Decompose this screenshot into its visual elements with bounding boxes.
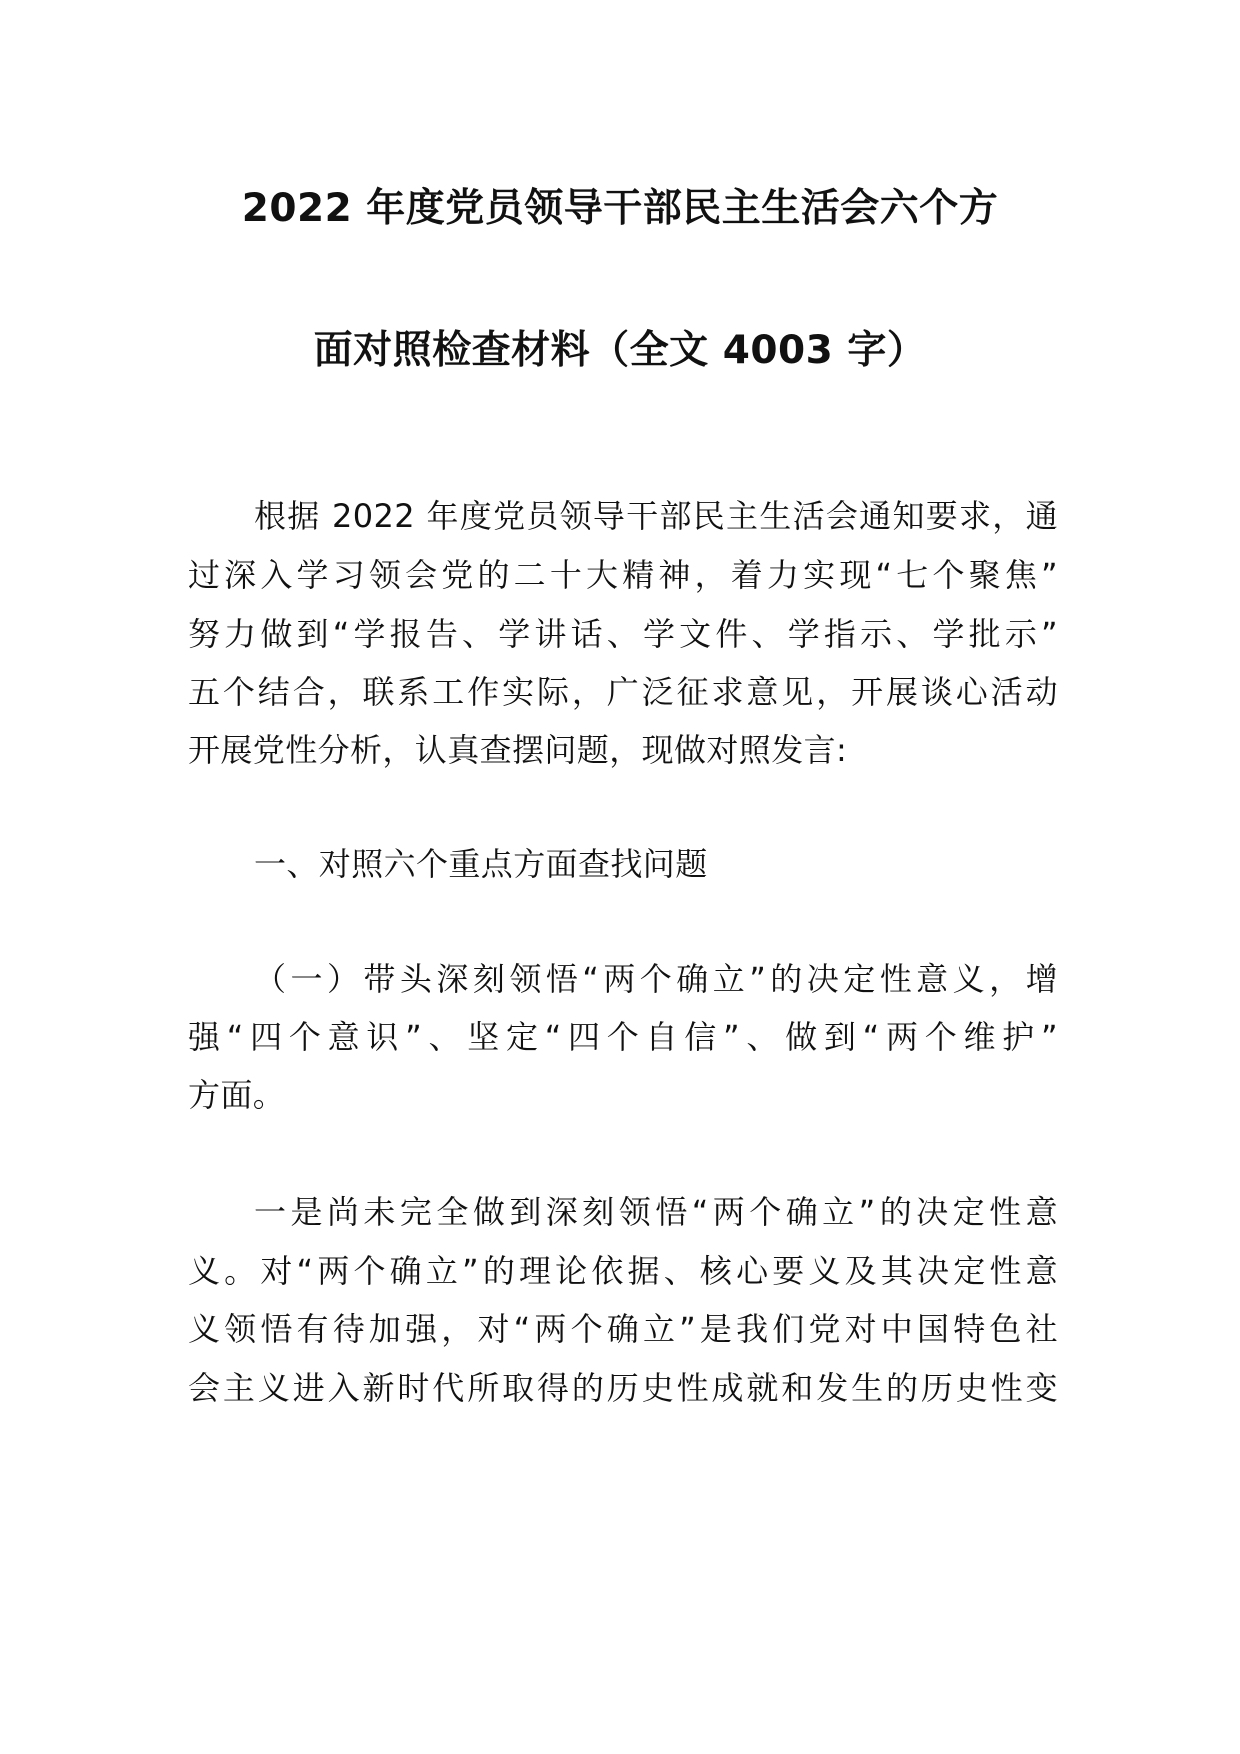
subsection-line-1: （一）带头深刻领悟“两个确立”的决定性意义，增 xyxy=(254,960,1058,998)
subsection-line-3: 方面。 xyxy=(188,1076,286,1114)
point-line-4: 会主义进入新时代所取得的历史性成就和发生的历史性变 xyxy=(188,1369,1058,1407)
subsection-line-2: 强“四个意识”、坚定“四个自信”、做到“两个维护” xyxy=(188,1018,1058,1056)
intro-line-5: 开展党性分析，认真查摆问题，现做对照发言: xyxy=(188,731,848,769)
section-heading: 一、对照六个重点方面查找问题 xyxy=(254,845,708,883)
intro-line-2: 过深入学习领会党的二十大精神，着力实现“七个聚焦” xyxy=(188,556,1058,594)
intro-line-3: 努力做到“学报告、学讲话、学文件、学指示、学批示” xyxy=(188,615,1058,653)
intro-line-4: 五个结合，联系工作实际，广泛征求意见，开展谈心活动 xyxy=(188,673,1058,711)
point-line-1: 一是尚未完全做到深刻领悟“两个确立”的决定性意 xyxy=(254,1193,1058,1231)
point-line-3: 义领悟有待加强，对“两个确立”是我们党对中国特色社 xyxy=(188,1310,1058,1348)
document-title-line-2: 面对照检查材料（全文 4003 字） xyxy=(313,328,927,373)
document-title-line-1: 2022 年度党员领导干部民主生活会六个方 xyxy=(241,186,999,231)
intro-line-1: 根据 2022 年度党员领导干部民主生活会通知要求，通 xyxy=(254,497,1058,535)
point-line-2: 义。对“两个确立”的理论依据、核心要义及其决定性意 xyxy=(188,1252,1058,1290)
